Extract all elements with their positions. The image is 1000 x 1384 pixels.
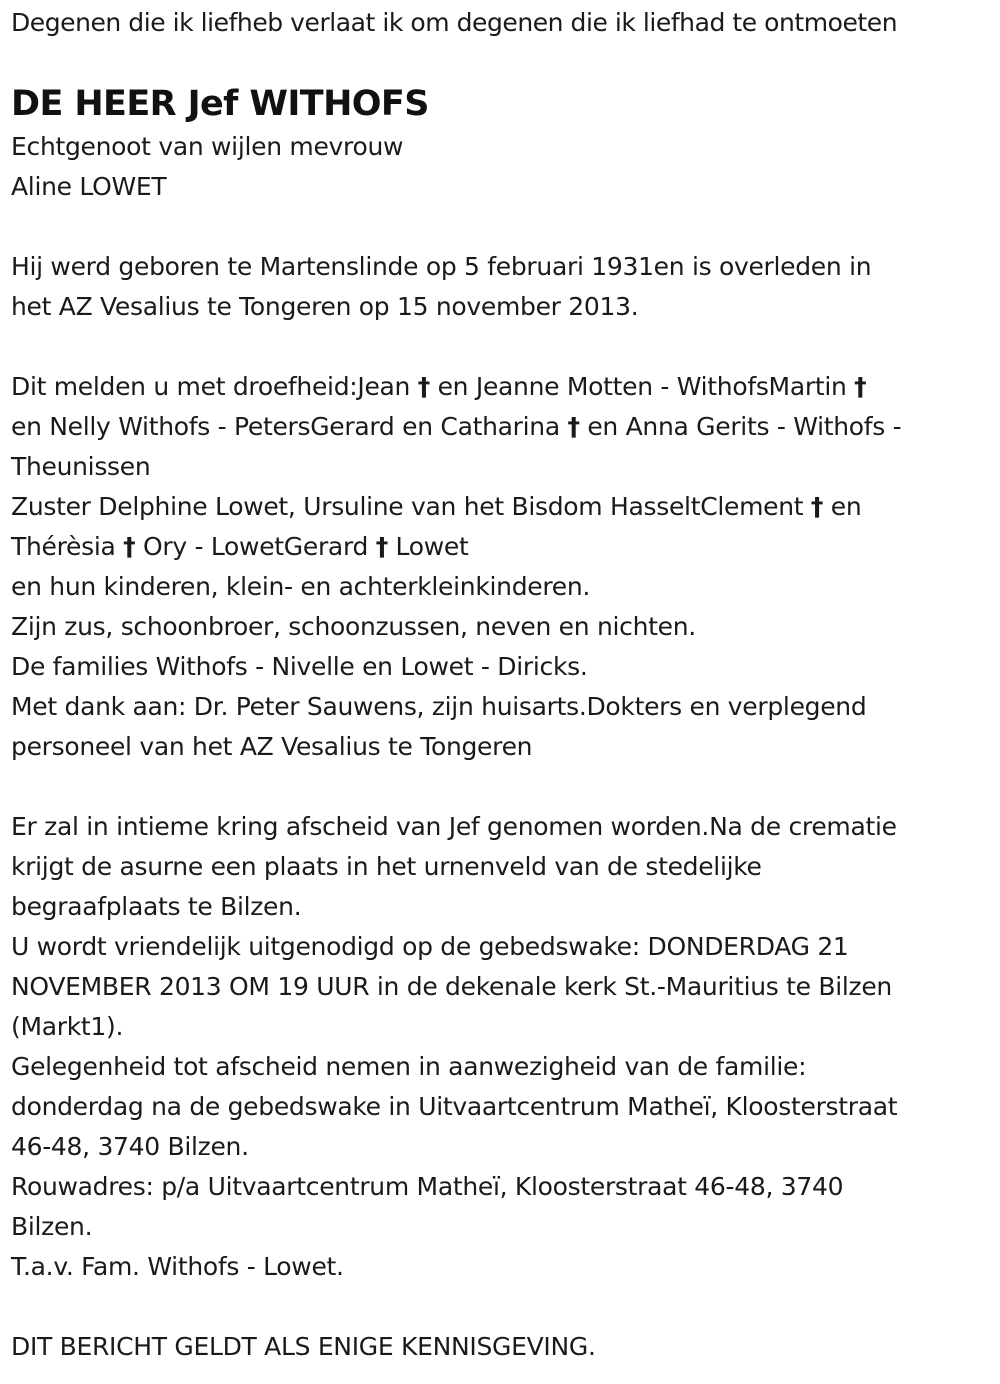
family-line-1 bbox=[11, 367, 996, 407]
cross-icon: † bbox=[375, 532, 388, 561]
birth-death-line-1: Hij werd geboren te Martenslinde op 5 februari 1931en is overleden in bbox=[11, 252, 872, 281]
mourning-address-line-2: Bilzen. bbox=[11, 1212, 93, 1241]
cross-icon: † bbox=[417, 372, 430, 401]
arrangements-line-3: begraafplaats te Bilzen. bbox=[11, 892, 302, 921]
vigil-line-2: NOVEMBER 2013 OM 19 UUR in de dekenale kerk St.-Mauritius te Bilzen bbox=[11, 972, 892, 1001]
spacer bbox=[11, 207, 996, 247]
arrangements-line-2: krijgt de asurne een plaats in het urnenveld van de stedelijke bbox=[11, 852, 762, 881]
family-line-6: en hun kinderen, klein- en achterkleinkinderen. bbox=[11, 572, 591, 601]
spacer bbox=[11, 767, 996, 807]
family-text: Lowet bbox=[387, 532, 469, 561]
family-line-8: De families Withofs - Nivelle en Lowet - Diricks. bbox=[11, 652, 588, 681]
family-text: en Jeanne Motten - WithofsMartin bbox=[429, 372, 855, 401]
family-text: en bbox=[823, 492, 862, 521]
vigil-line-1: U wordt vriendelijk uitgenodigd op de gebedswake: DONDERDAG 21 bbox=[11, 932, 849, 961]
family-text: Ory - LowetGerard bbox=[135, 532, 376, 561]
farewell-line-2: donderdag na de gebedswake in Uitvaartcentrum Matheï, Kloosterstraat bbox=[11, 1092, 898, 1121]
cross-icon: † bbox=[567, 412, 580, 441]
family-line-3: Theunissen bbox=[11, 452, 151, 481]
family-line-4 bbox=[11, 487, 996, 527]
family-text: Dit melden u met droefheid:Jean bbox=[11, 372, 418, 401]
spacer bbox=[11, 327, 996, 367]
thanks-line-2: personeel van het AZ Vesalius te Tongeren bbox=[11, 732, 533, 761]
official-notice: DIT BERICHT GELDT ALS ENIGE KENNISGEVING. bbox=[11, 1332, 596, 1361]
farewell-line-3: 46-48, 3740 Bilzen. bbox=[11, 1132, 249, 1161]
farewell-line-1: Gelegenheid tot afscheid nemen in aanwezigheid van de familie: bbox=[11, 1052, 807, 1081]
cross-icon: † bbox=[123, 532, 136, 561]
obituary-document bbox=[11, 3, 996, 1367]
cross-icon: † bbox=[854, 372, 867, 401]
family-line-5 bbox=[11, 527, 996, 567]
attention-line: T.a.v. Fam. Withofs - Lowet. bbox=[11, 1252, 344, 1281]
spouse-line-2: Aline LOWET bbox=[11, 172, 167, 201]
family-line-7: Zijn zus, schoonbroer, schoonzussen, neven en nichten. bbox=[11, 612, 696, 641]
deceased-name-title: DE HEER Jef WITHOFS bbox=[11, 84, 429, 124]
family-line-2 bbox=[11, 407, 996, 447]
family-text: Zuster Delphine Lowet, Ursuline van het Bisdom HasseltClement bbox=[11, 492, 811, 521]
family-text: en Nelly Withofs - PetersGerard en Catharina bbox=[11, 412, 568, 441]
vigil-line-3: (Markt1). bbox=[11, 1012, 124, 1041]
family-text: en Anna Gerits - Withofs - bbox=[579, 412, 902, 441]
family-text: Thérèsia bbox=[11, 532, 124, 561]
motto-line: Degenen die ik liefheb verlaat ik om degenen die ik liefhad te ontmoeten bbox=[11, 8, 898, 37]
arrangements-line-1: Er zal in intieme kring afscheid van Jef genomen worden.Na de crematie bbox=[11, 812, 897, 841]
spacer bbox=[11, 1287, 996, 1327]
mourning-address-line-1: Rouwadres: p/a Uitvaartcentrum Matheï, Kloosterstraat 46-48, 3740 bbox=[11, 1172, 844, 1201]
cross-icon: † bbox=[810, 492, 824, 521]
spouse-line-1: Echtgenoot van wijlen mevrouw bbox=[11, 132, 404, 161]
thanks-line-1: Met dank aan: Dr. Peter Sauwens, zijn huisarts.Dokters en verplegend bbox=[11, 692, 867, 721]
birth-death-line-2: het AZ Vesalius te Tongeren op 15 november 2013. bbox=[11, 292, 639, 321]
